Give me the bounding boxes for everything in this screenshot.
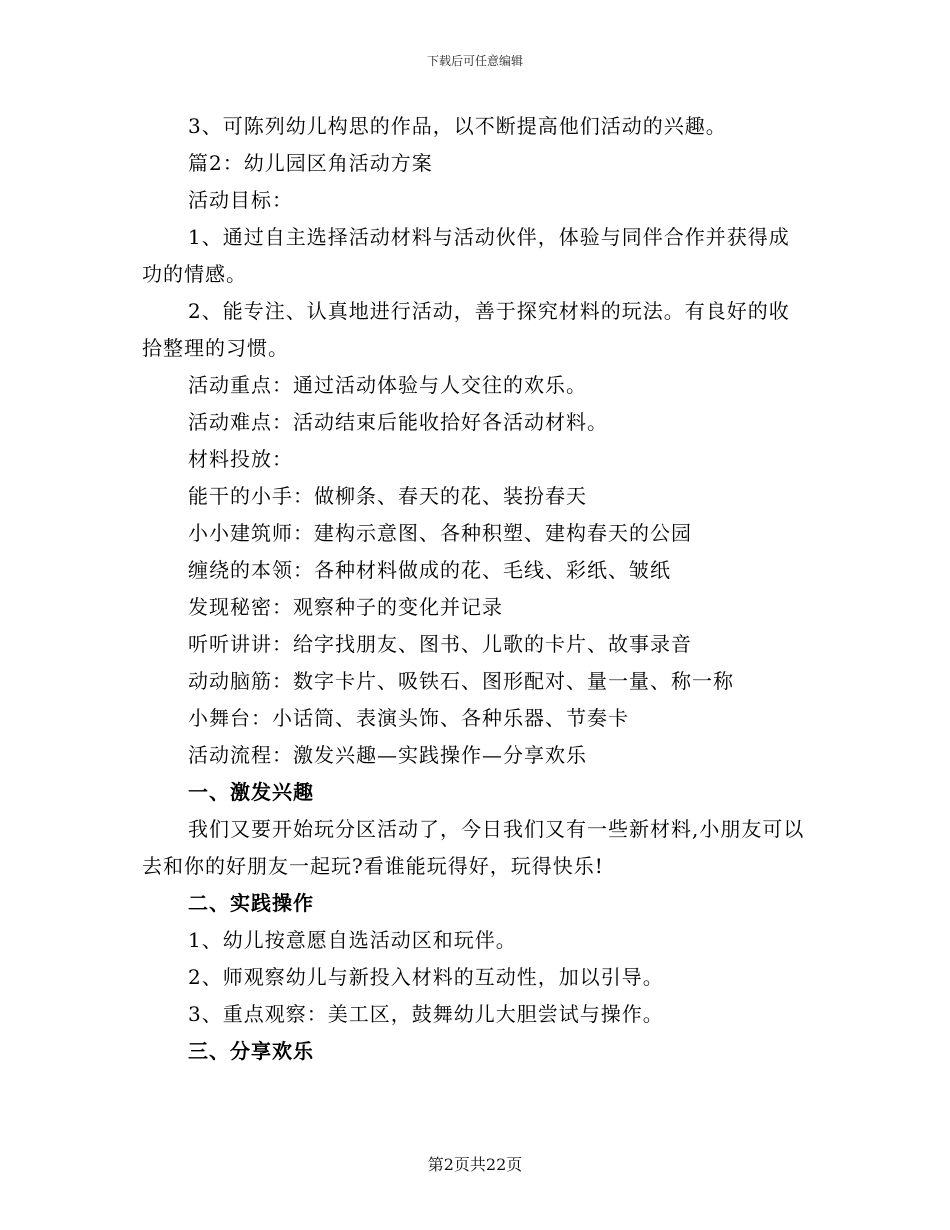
section-heading: 一、激发兴趣 <box>188 780 314 804</box>
page-number: 第2页共22页 <box>427 1155 523 1174</box>
list-item: 听听讲讲：给字找朋友、图书、儿歌的卡片、故事录音 <box>188 632 692 656</box>
paragraph: 活动目标： <box>188 188 293 212</box>
section-heading: 二、实践操作 <box>188 891 314 915</box>
paragraph: 1、通过自主选择活动材料与活动伙伴，体验与同伴合作并获得成功的情感。 <box>142 225 790 286</box>
paragraph: 我们又要开始玩分区活动了，今日我们又有一些新材料,小朋友可以去和你的好朋友一起玩?看谁能玩得好，玩得快乐! <box>142 817 805 878</box>
section-heading: 三、分享欢乐 <box>188 1039 314 1063</box>
paragraph: 2、师观察幼儿与新投入材料的互动性，加以引导。 <box>188 965 664 989</box>
paragraph: 2、能专注、认真地进行活动，善于探究材料的玩法。有良好的收拾整理的习惯。 <box>142 299 790 360</box>
paragraph: 材料投放： <box>188 447 293 471</box>
list-item: 小舞台：小话筒、表演头饰、各种乐器、节奏卡 <box>188 706 629 730</box>
list-item: 缠绕的本领：各种材料做成的花、毛线、彩纸、皱纸 <box>188 558 671 582</box>
section-title: 篇2：幼儿园区角活动方案 <box>188 151 433 175</box>
list-item: 发现秘密：观察种子的变化并记录 <box>188 595 503 619</box>
list-item: 动动脑筋：数字卡片、吸铁石、图形配对、量一量、称一称 <box>188 669 734 693</box>
list-item: 小小建筑师：建构示意图、各种积塑、建构春天的公园 <box>188 521 692 545</box>
paragraph: 1、幼儿按意愿自选活动区和玩伴。 <box>188 928 517 952</box>
paragraph: 3、重点观察：美工区，鼓舞幼儿大胆尝试与操作。 <box>188 1002 664 1026</box>
paragraph: 3、可陈列幼儿构思的作品，以不断提高他们活动的兴趣。 <box>188 114 727 138</box>
paragraph: 活动重点：通过活动体验与人交往的欢乐。 <box>188 373 587 397</box>
paragraph: 活动难点：活动结束后能收拾好各活动材料。 <box>188 410 608 434</box>
paragraph: 活动流程：激发兴趣—实践操作—分享欢乐 <box>188 743 587 767</box>
page-header: 下载后可任意编辑 <box>426 54 523 68</box>
list-item: 能干的小手：做柳条、春天的花、装扮春天 <box>188 484 587 508</box>
document-body <box>142 108 810 1070</box>
